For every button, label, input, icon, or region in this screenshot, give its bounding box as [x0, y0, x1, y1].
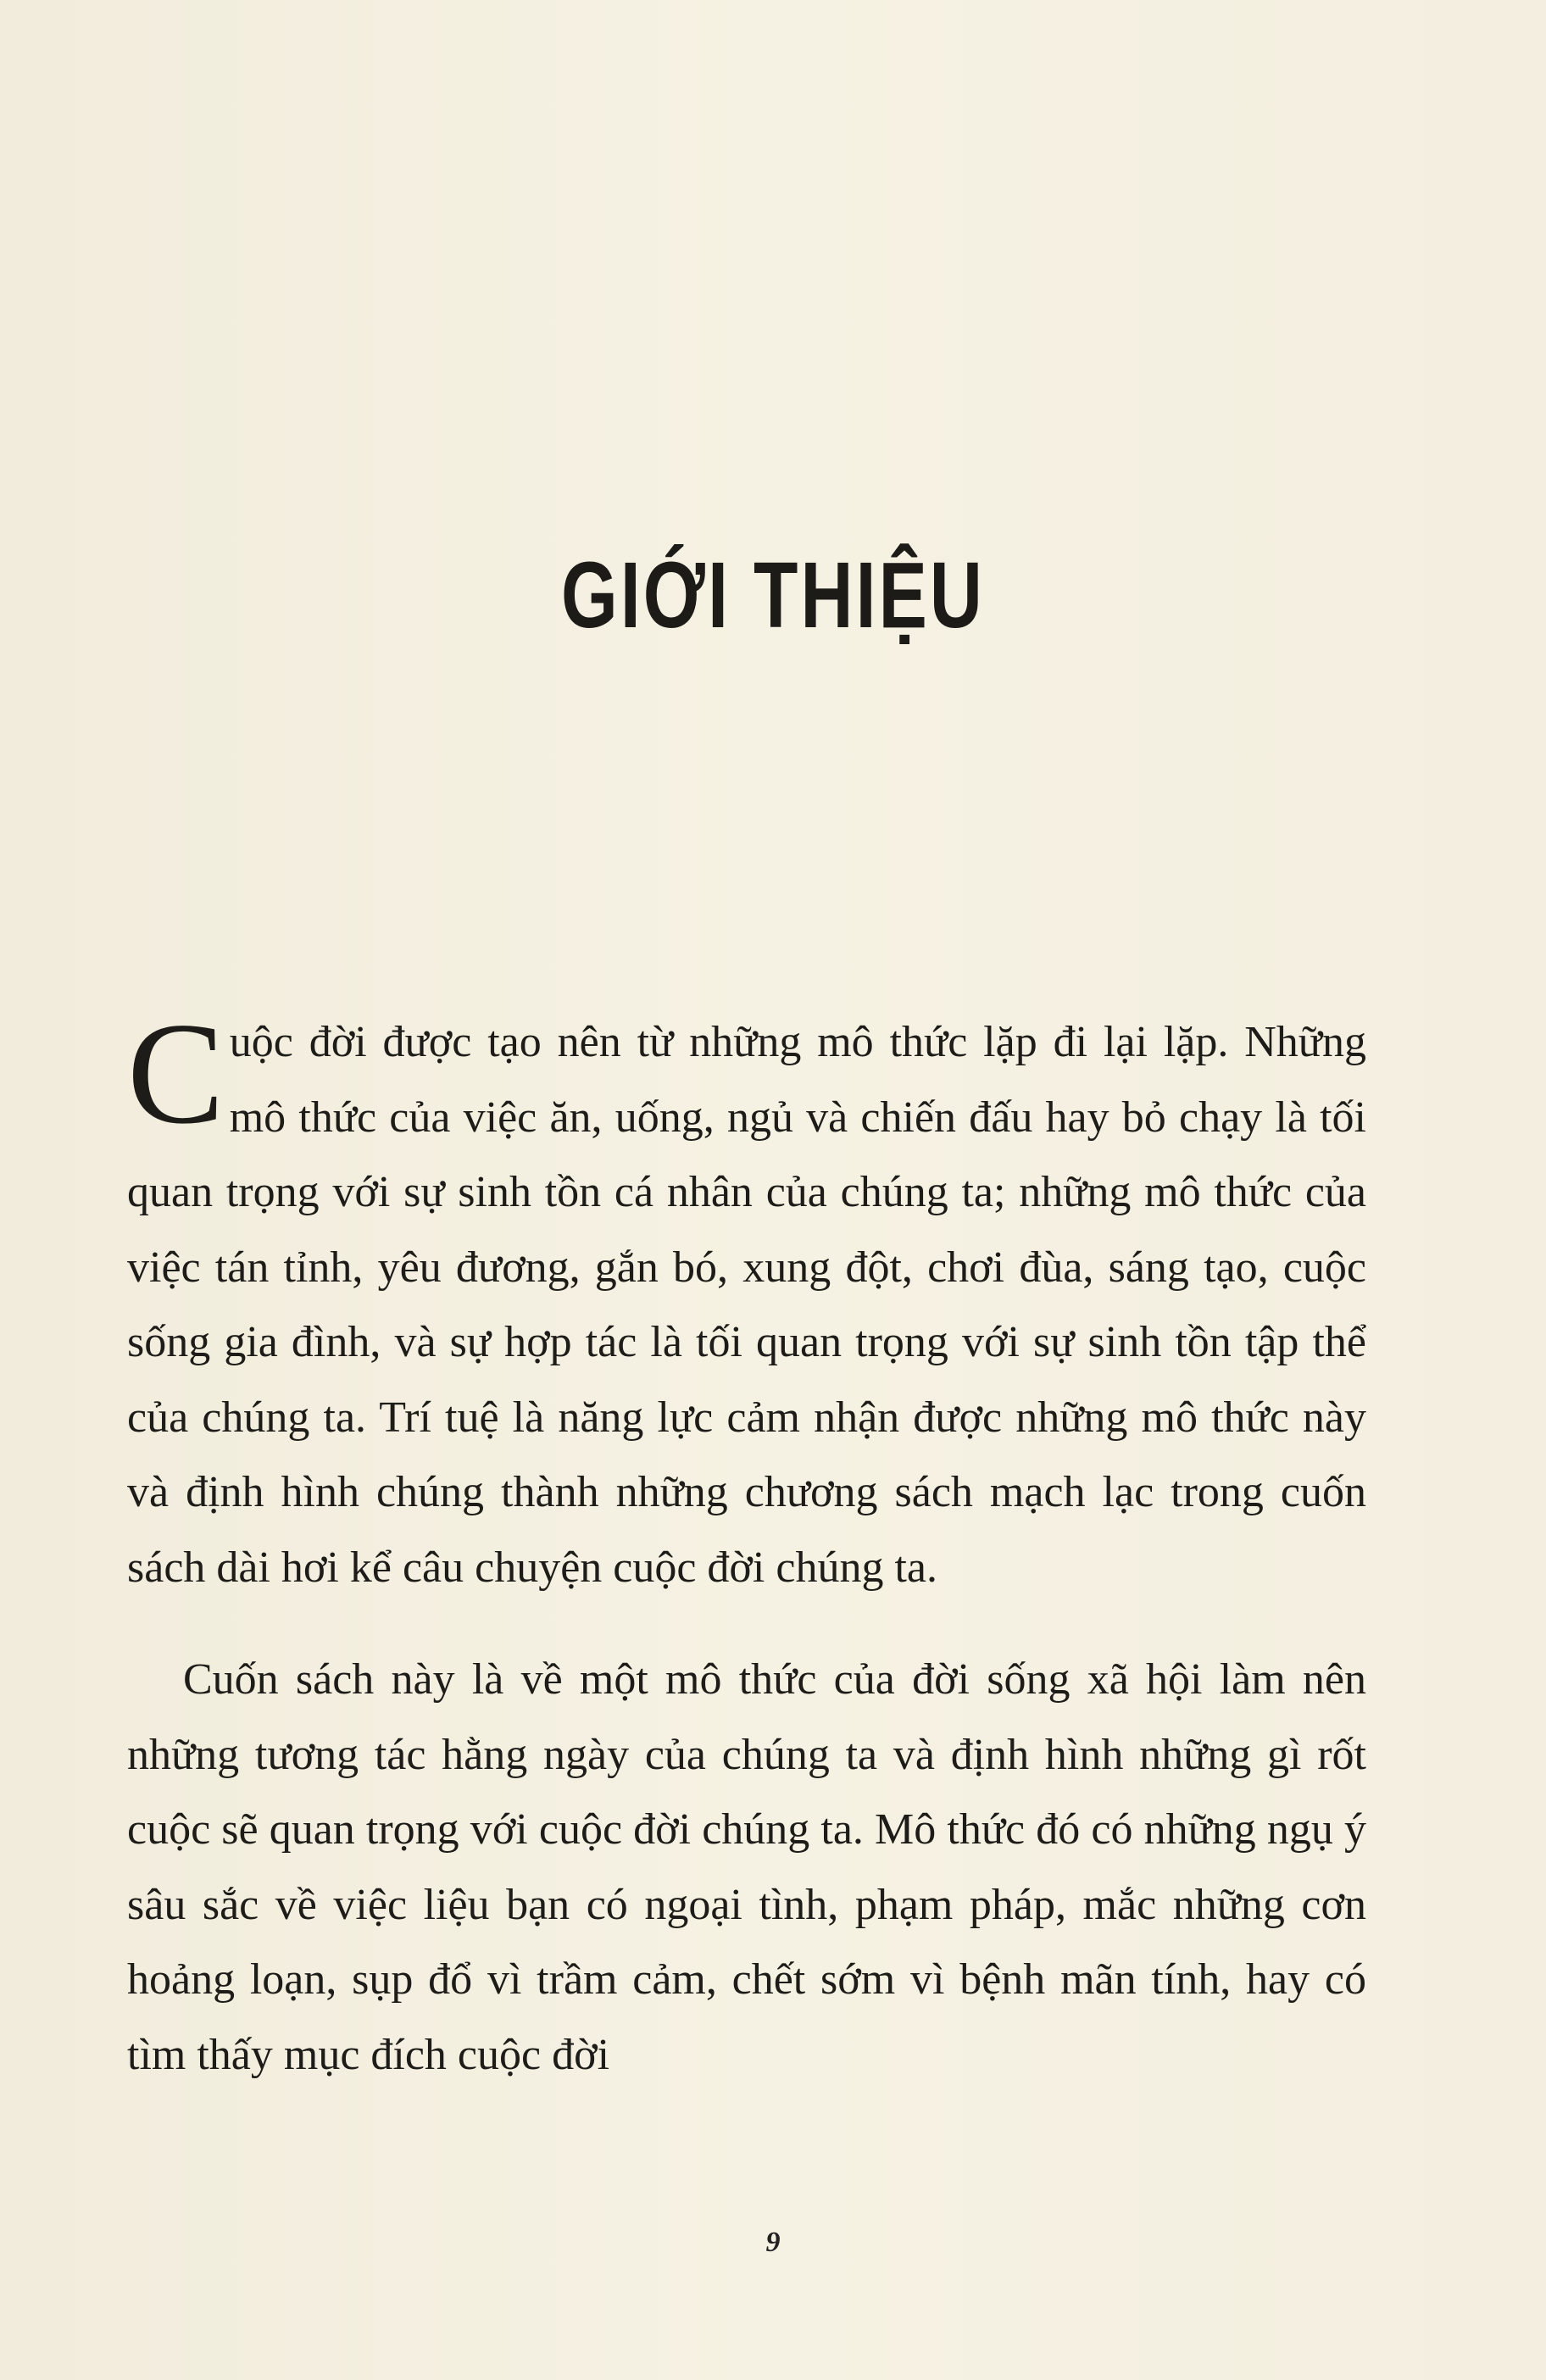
drop-cap: C: [127, 993, 225, 1154]
page-number: 9: [765, 2227, 781, 2258]
paragraph-2: Cuốn sách này là về một mô thức của đời sống xã hội làm nên những tương tác hằng ngày của chúng ta và định hình những gì rốt cuộc sẽ quan trọng với cuộc đời chúng ta. Mô thức đó có những ngụ ý sâu sắc về việc liệu bạn có ngoại tình, phạm pháp, mắc những cơn hoảng loạn, sụp đổ vì trầm cảm, chết sớm vì bệnh mãn tính, hay có tìm thấy mục đích cuộc đời: [127, 1655, 1366, 2079]
paragraph-1-text: uộc đời được tạo nên từ những mô thức lặp đi lại lặp. Những mô thức của việc ăn, uống, ngủ và chiến đấu hay bỏ chạy là tối quan trọng với sự sinh tồn cá nhân của chúng ta; những mô thức của việc tán tỉnh, yêu đương, gắn bó, xung đột, chơi đùa, sáng tạo, cuộc sống gia đình, và sự hợp tác là tối quan trọng với sự sinh tồn tập thể của chúng ta. Trí tuệ là năng lực cảm nhận được những mô thức này và định hình chúng thành những chương sách mạch lạc trong cuốn sách dài hơi kể câu chuyện cuộc đời chúng ta.: [127, 1018, 1366, 1592]
paragraph-1: [127, 993, 1366, 1605]
body-text: [127, 993, 1366, 2093]
chapter-title: GIỚI THIỆU: [560, 543, 986, 648]
